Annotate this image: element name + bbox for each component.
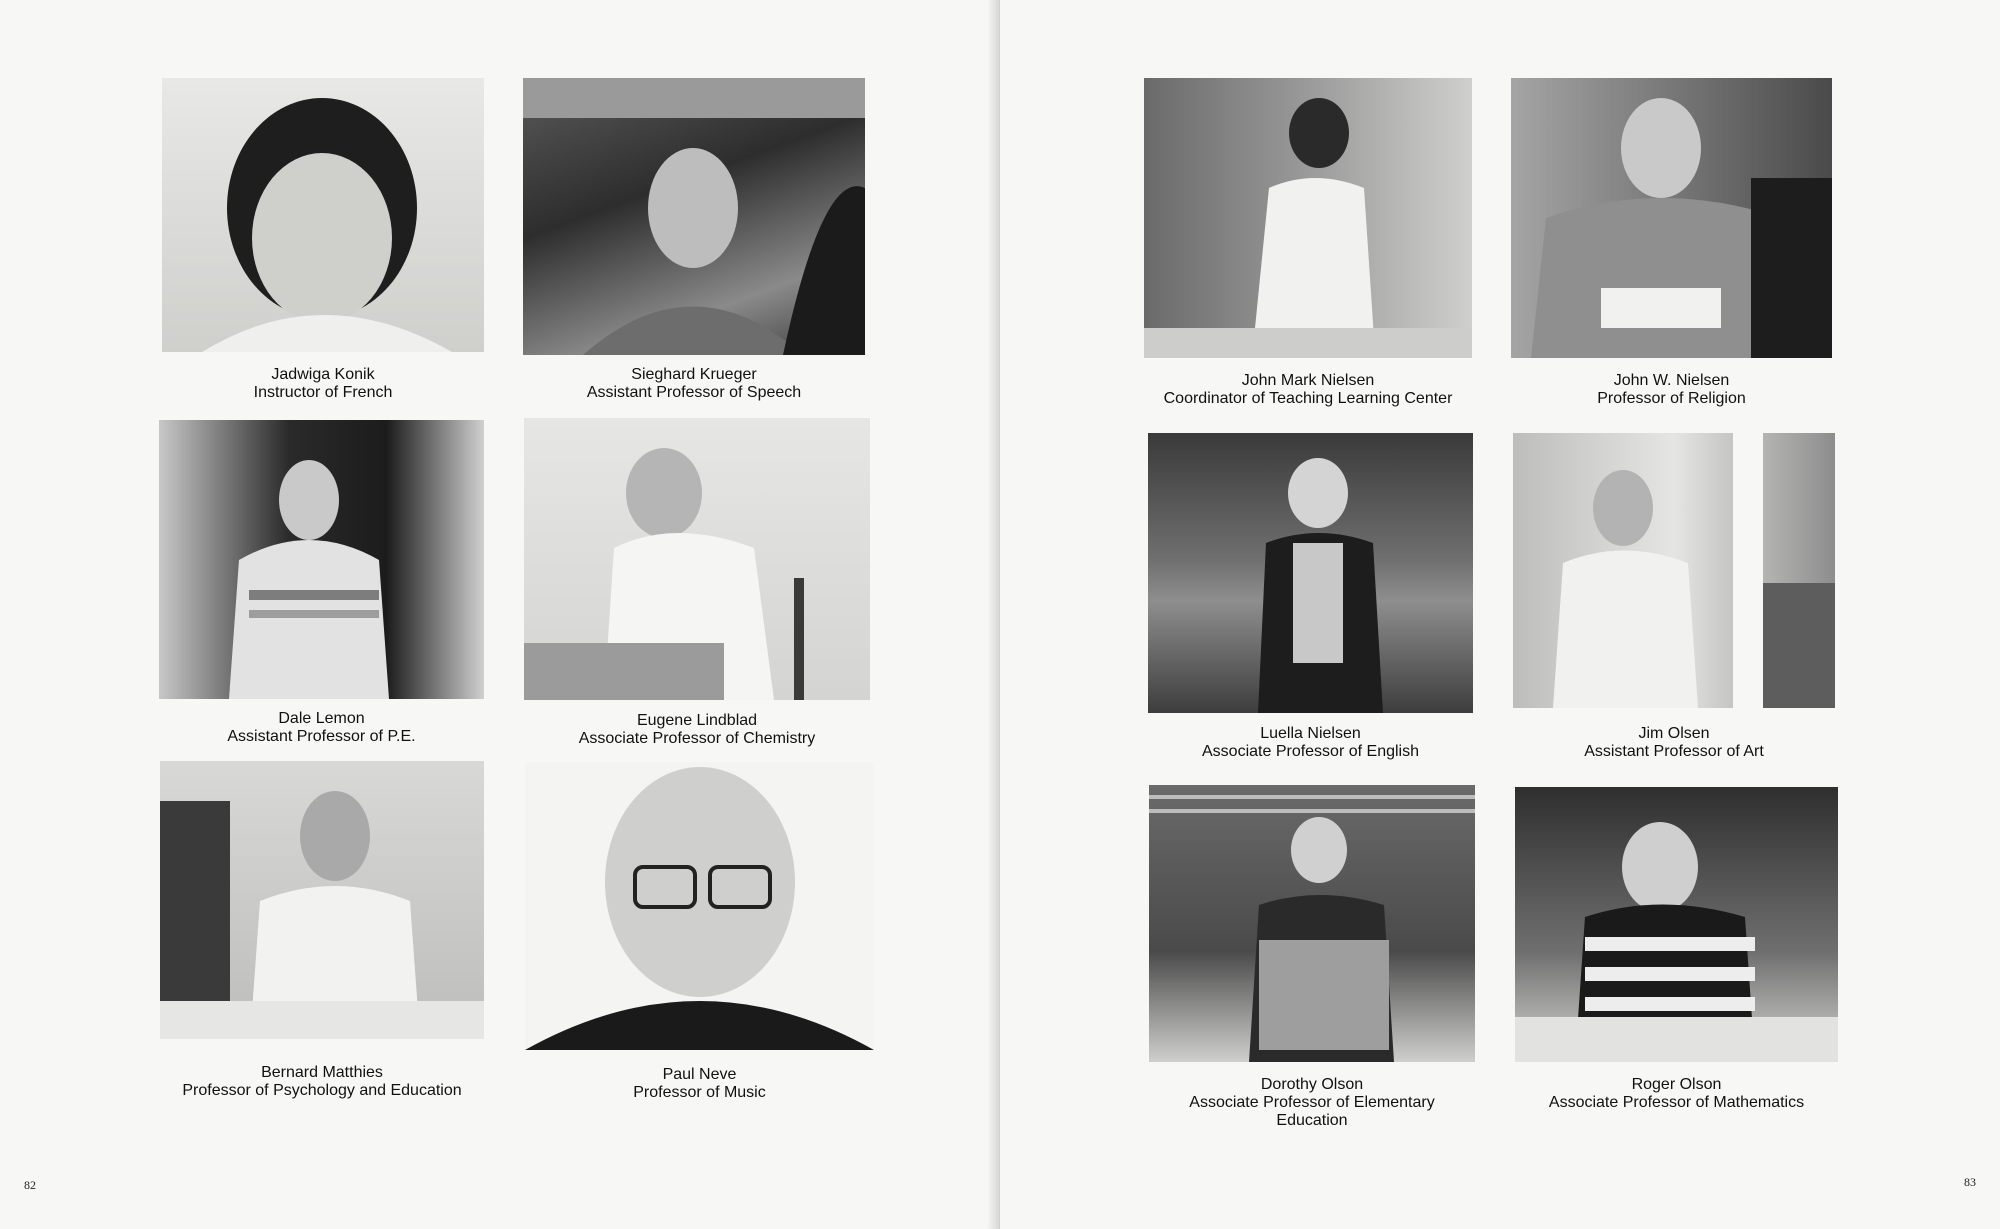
- photo-jadwiga-konik: [162, 78, 484, 352]
- photo-john-w-nielsen: [1511, 78, 1832, 358]
- portrait-image: [523, 78, 865, 355]
- caption-jadwiga-konik: [162, 366, 484, 402]
- photo-sieghard-krueger: [523, 78, 865, 355]
- faculty-title: Assistant Professor of Speech: [586, 384, 802, 401]
- faculty-title: Professor of Music: [633, 1084, 766, 1101]
- caption-roger-olson: [1515, 1076, 1838, 1112]
- caption-dale-lemon: [159, 710, 484, 746]
- photo-luella-nielsen: [1148, 433, 1473, 713]
- photo-john-mark-nielsen: [1144, 78, 1472, 358]
- page-number: 82: [24, 1178, 36, 1192]
- photo-dale-lemon: [159, 420, 484, 699]
- photo-paul-neve: [525, 762, 874, 1050]
- photo-bernard-matthies: [160, 761, 484, 1039]
- caption-john-mark-nielsen: [1144, 372, 1472, 408]
- faculty-title: Associate Professor of Chemistry: [578, 730, 816, 747]
- faculty-name: John W. Nielsen: [1613, 372, 1730, 389]
- caption-bernard-matthies: [160, 1064, 484, 1100]
- portrait-image: [160, 761, 484, 1039]
- faculty-name: Paul Neve: [662, 1066, 737, 1083]
- caption-dorothy-olson: [1149, 1076, 1475, 1130]
- portrait-image: [159, 420, 484, 699]
- faculty-title: Coordinator of Teaching Learning Center: [1163, 390, 1453, 407]
- faculty-title: Professor of Religion: [1597, 390, 1746, 407]
- faculty-name: Eugene Lindblad: [636, 712, 758, 729]
- portrait-image: [1513, 433, 1835, 708]
- faculty-title: Assistant Professor of Art: [1584, 743, 1764, 760]
- faculty-title-line2: Education: [1276, 1112, 1348, 1129]
- page-number: 83: [1964, 1175, 1976, 1189]
- faculty-title: Associate Professor of Mathematics: [1548, 1094, 1805, 1111]
- photo-dorothy-olson: [1149, 785, 1475, 1062]
- faculty-name: Bernard Matthies: [261, 1064, 383, 1081]
- caption-jim-olsen: [1513, 725, 1835, 761]
- faculty-title: Professor of Psychology and Education: [182, 1082, 462, 1099]
- faculty-title: Associate Professor of English: [1202, 743, 1419, 760]
- portrait-image: [1515, 787, 1838, 1062]
- caption-luella-nielsen: [1148, 725, 1473, 761]
- faculty-name: Jim Olsen: [1638, 725, 1710, 742]
- faculty-name: Dorothy Olson: [1260, 1076, 1364, 1093]
- caption-john-w-nielsen: [1511, 372, 1832, 408]
- faculty-name: Luella Nielsen: [1260, 725, 1361, 742]
- faculty-name: Jadwiga Konik: [271, 366, 375, 383]
- portrait-image: [525, 762, 874, 1050]
- faculty-title: Assistant Professor of P.E.: [227, 728, 416, 745]
- photo-roger-olson: [1515, 787, 1838, 1062]
- caption-eugene-lindblad: [524, 712, 870, 748]
- right-page: [1000, 0, 2000, 1229]
- portrait-image: [1511, 78, 1832, 358]
- portrait-image: [1149, 785, 1475, 1062]
- caption-paul-neve: [525, 1066, 874, 1102]
- portrait-image: [162, 78, 484, 352]
- faculty-title: Associate Professor of Elementary: [1189, 1094, 1435, 1111]
- portrait-image: [1148, 433, 1473, 713]
- faculty-name: Dale Lemon: [278, 710, 365, 727]
- portrait-image: [1144, 78, 1472, 358]
- photo-eugene-lindblad: [524, 418, 870, 700]
- portrait-image: [524, 418, 870, 700]
- faculty-name: John Mark Nielsen: [1241, 372, 1375, 389]
- photo-jim-olsen: [1513, 433, 1835, 708]
- faculty-name: Roger Olson: [1631, 1076, 1722, 1093]
- faculty-title: Instructor of French: [253, 384, 393, 401]
- faculty-name: Sieghard Krueger: [631, 366, 757, 383]
- caption-sieghard-krueger: [523, 366, 865, 402]
